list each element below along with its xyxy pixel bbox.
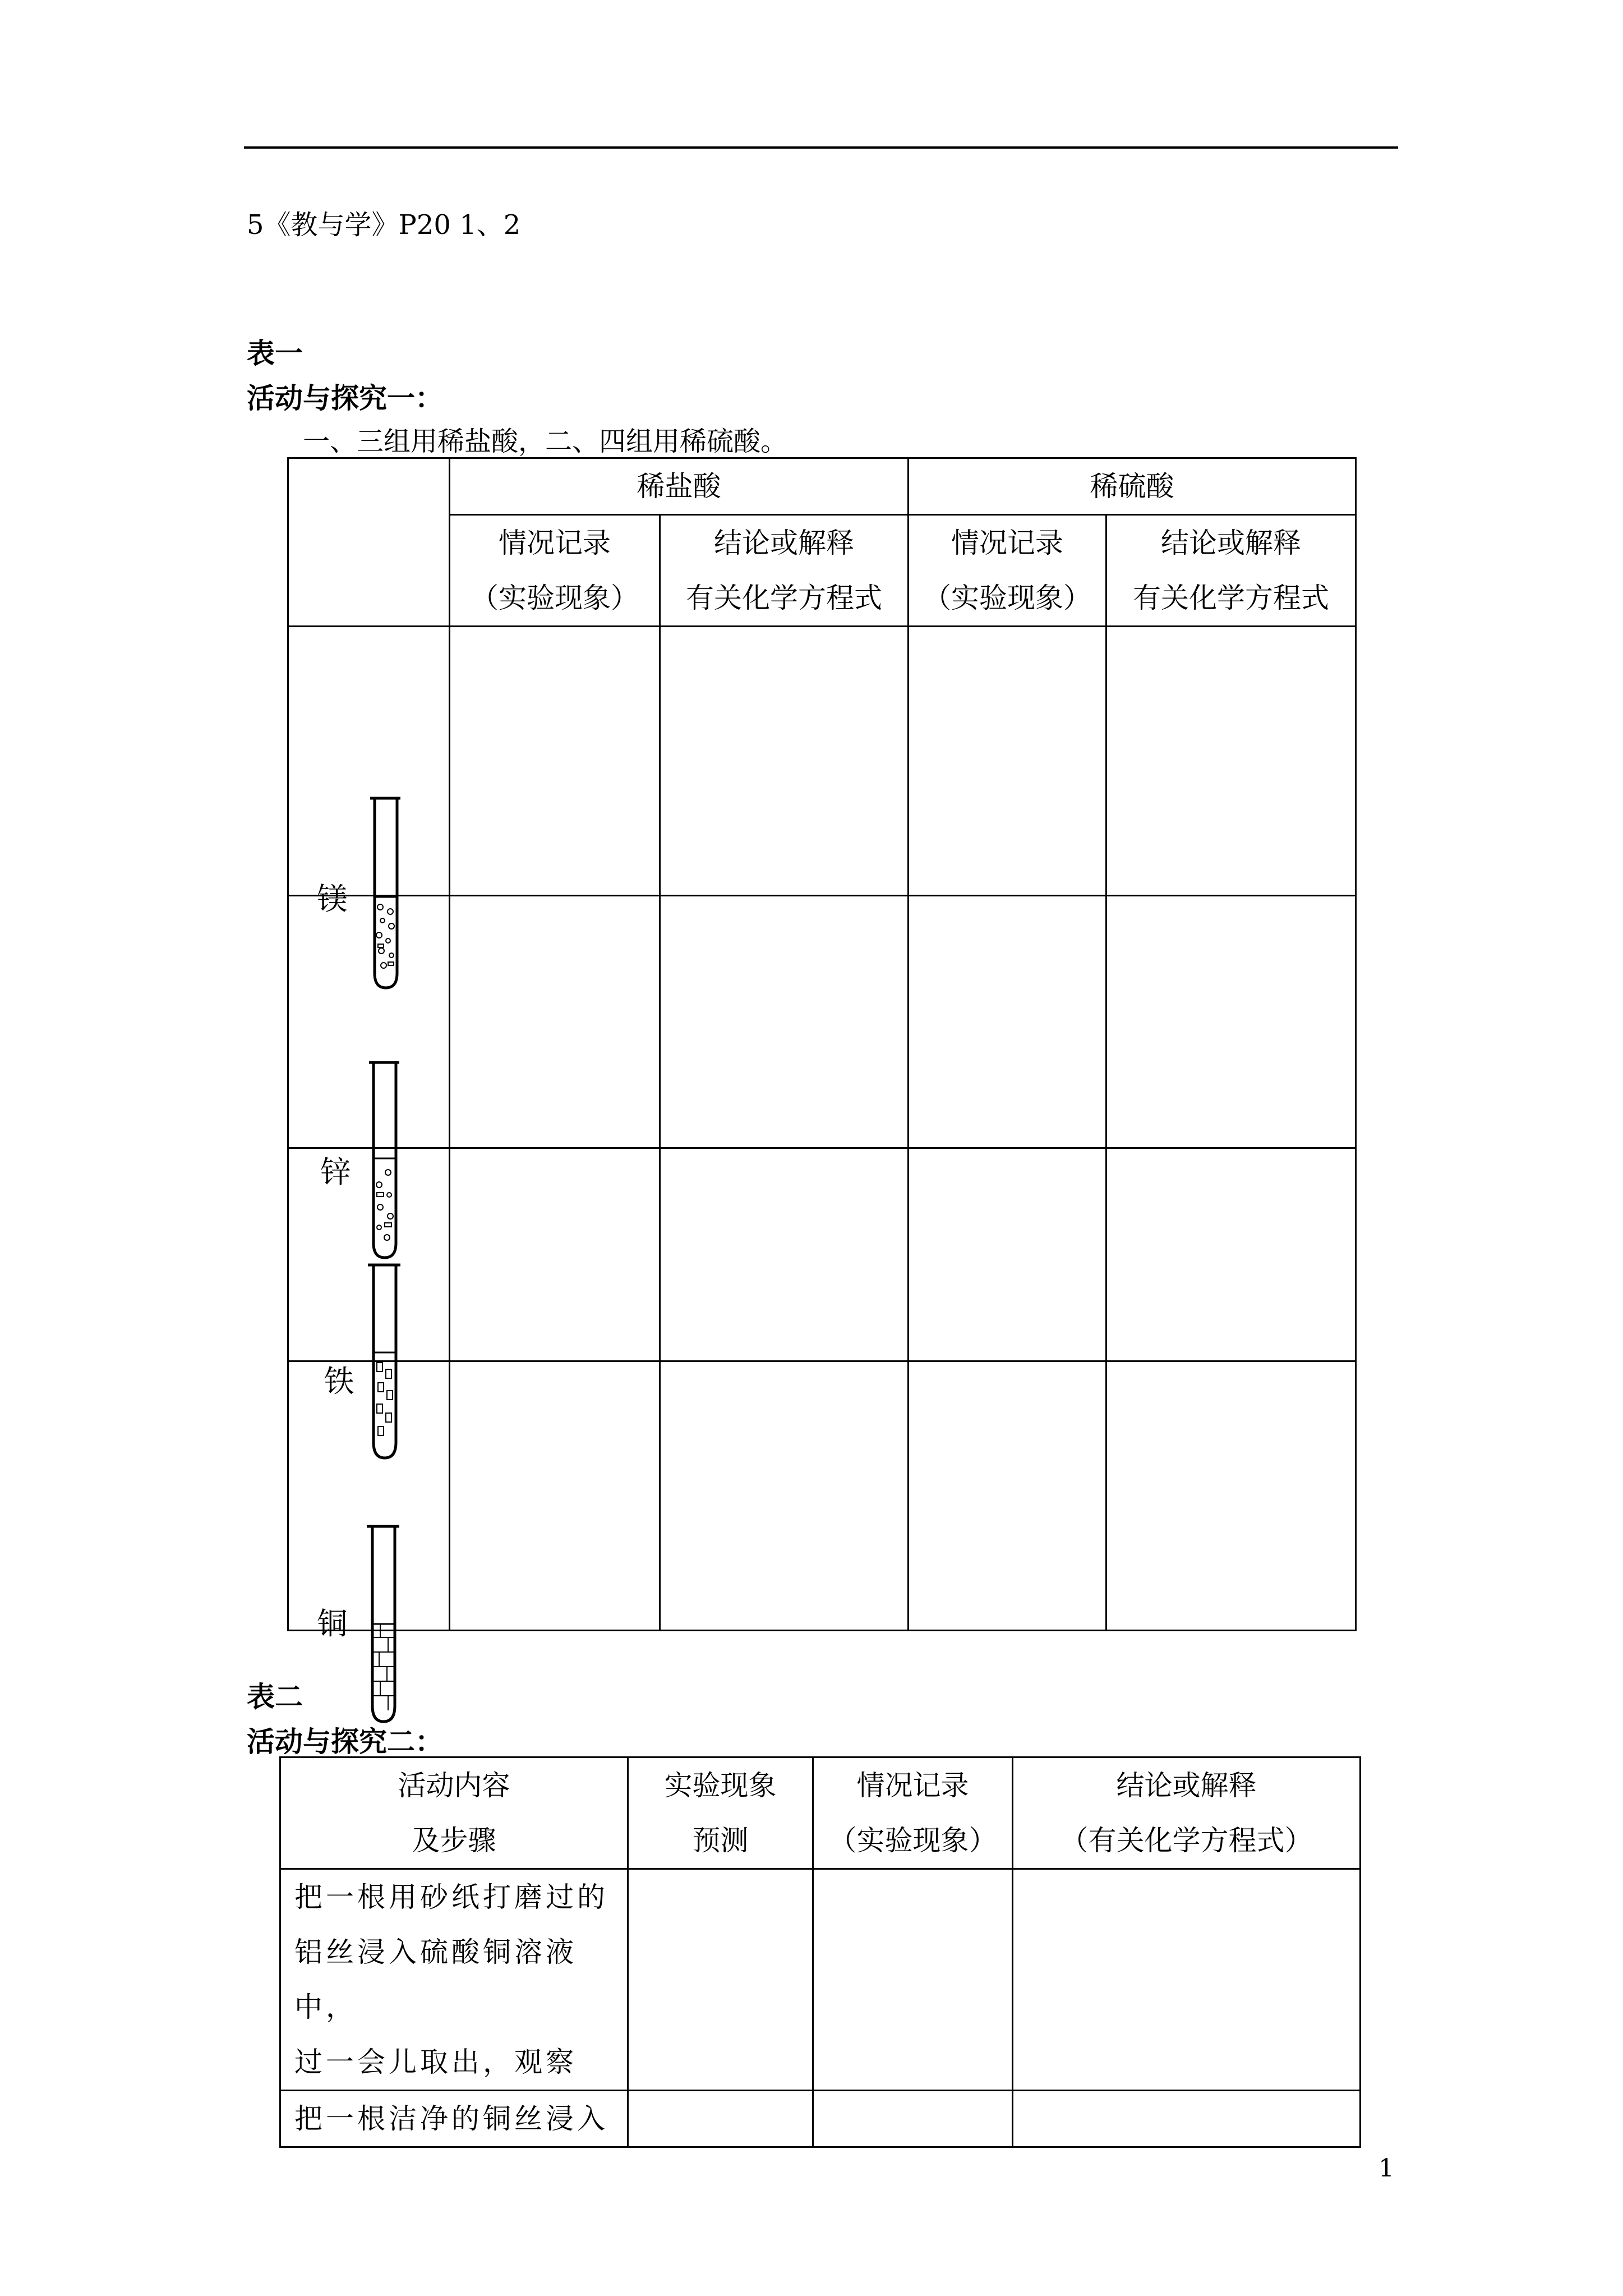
metal-label-zinc: 锌 <box>320 1154 351 1190</box>
reference-line: 5《教与学》P20 1、2 <box>247 209 521 241</box>
cell-mg-h2so4-record[interactable] <box>909 627 1106 896</box>
group-instruction: 一、三组用稀盐酸，二、四组用稀硫酸。 <box>303 426 788 457</box>
table2 <box>279 1756 1361 2148</box>
cell-al-record[interactable] <box>813 1869 1013 2091</box>
page-number: 1 <box>1378 2154 1394 2183</box>
row-magnesium <box>288 627 1356 896</box>
zinc-cell <box>288 896 450 1190</box>
metal-label-copper: 铜 <box>317 1605 348 1641</box>
row-zinc <box>288 896 1356 1148</box>
table1-label: 表一 <box>247 337 303 370</box>
header-record-h2so4: 情况记录 （实验现象） <box>909 515 1106 627</box>
header-hcl: 稀盐酸 <box>450 458 909 515</box>
step-copper-text: 把一根洁净的铜丝浸入 <box>280 2091 628 2147</box>
table2-label: 表二 <box>247 1680 303 1713</box>
header-rule <box>244 146 1398 149</box>
cell-cu-h2so4-record[interactable] <box>909 1361 1106 1631</box>
metal-label-magnesium: 镁 <box>317 881 348 917</box>
cell-mg-h2so4-conclusion[interactable] <box>1106 627 1356 896</box>
iron-cell <box>288 1148 450 1399</box>
row-iron <box>288 1148 1356 1361</box>
header-record-hcl: 情况记录 （实验现象） <box>450 515 660 627</box>
cell-cu-hcl-record[interactable] <box>450 1361 660 1631</box>
corner-cell <box>288 458 450 627</box>
test-tube-copper-icon <box>360 1524 407 1726</box>
cell-al-prediction[interactable] <box>628 1869 813 2091</box>
cell-cu-conclusion[interactable] <box>1013 2091 1361 2147</box>
cell-cu-h2so4-conclusion[interactable] <box>1106 1361 1356 1631</box>
header-conclusion-h2so4: 结论或解释 有关化学方程式 <box>1106 515 1356 627</box>
table1 <box>287 457 1357 1641</box>
cell-zn-h2so4-conclusion[interactable] <box>1106 896 1356 1148</box>
cell-mg-hcl-conclusion[interactable] <box>660 627 909 896</box>
cell-zn-h2so4-record[interactable] <box>909 896 1106 1148</box>
magnesium-cell <box>288 627 450 917</box>
header-steps: 活动内容 及步骤 <box>280 1757 628 1869</box>
activity2-title: 活动与探究二： <box>247 1725 443 1758</box>
cell-cu-prediction[interactable] <box>628 2091 813 2147</box>
cell-mg-hcl-record[interactable] <box>450 627 660 896</box>
cell-fe-h2so4-record[interactable] <box>909 1148 1106 1361</box>
header-conclusion: 结论或解释 （有关化学方程式） <box>1013 1757 1361 1869</box>
cell-fe-hcl-conclusion[interactable] <box>660 1148 909 1361</box>
activity1-title: 活动与探究一： <box>247 381 443 415</box>
header-record: 情况记录 （实验现象） <box>813 1757 1013 1869</box>
cell-zn-hcl-record[interactable] <box>450 896 660 1148</box>
header-h2so4: 稀硫酸 <box>909 458 1356 515</box>
cell-al-conclusion[interactable] <box>1013 1869 1361 2091</box>
row-copper <box>288 1361 1356 1631</box>
cell-fe-h2so4-conclusion[interactable] <box>1106 1148 1356 1361</box>
header-prediction: 实验现象 预测 <box>628 1757 813 1869</box>
cell-zn-hcl-conclusion[interactable] <box>660 896 909 1148</box>
header-conclusion-hcl: 结论或解释 有关化学方程式 <box>660 515 909 627</box>
copper-cell <box>288 1361 450 1641</box>
cell-cu-hcl-conclusion[interactable] <box>660 1361 909 1631</box>
cell-fe-hcl-record[interactable] <box>450 1148 660 1361</box>
row-copper-wire <box>280 2091 1361 2147</box>
cell-cu-record[interactable] <box>813 2091 1013 2147</box>
step-aluminum-text: 把一根用砂纸打磨过的 铝丝浸入硫酸铜溶液中， 过一会儿取出，观察 <box>280 1869 628 2091</box>
row-aluminum-copper-sulfate <box>280 1869 1361 2091</box>
metal-label-iron: 铁 <box>324 1363 354 1399</box>
